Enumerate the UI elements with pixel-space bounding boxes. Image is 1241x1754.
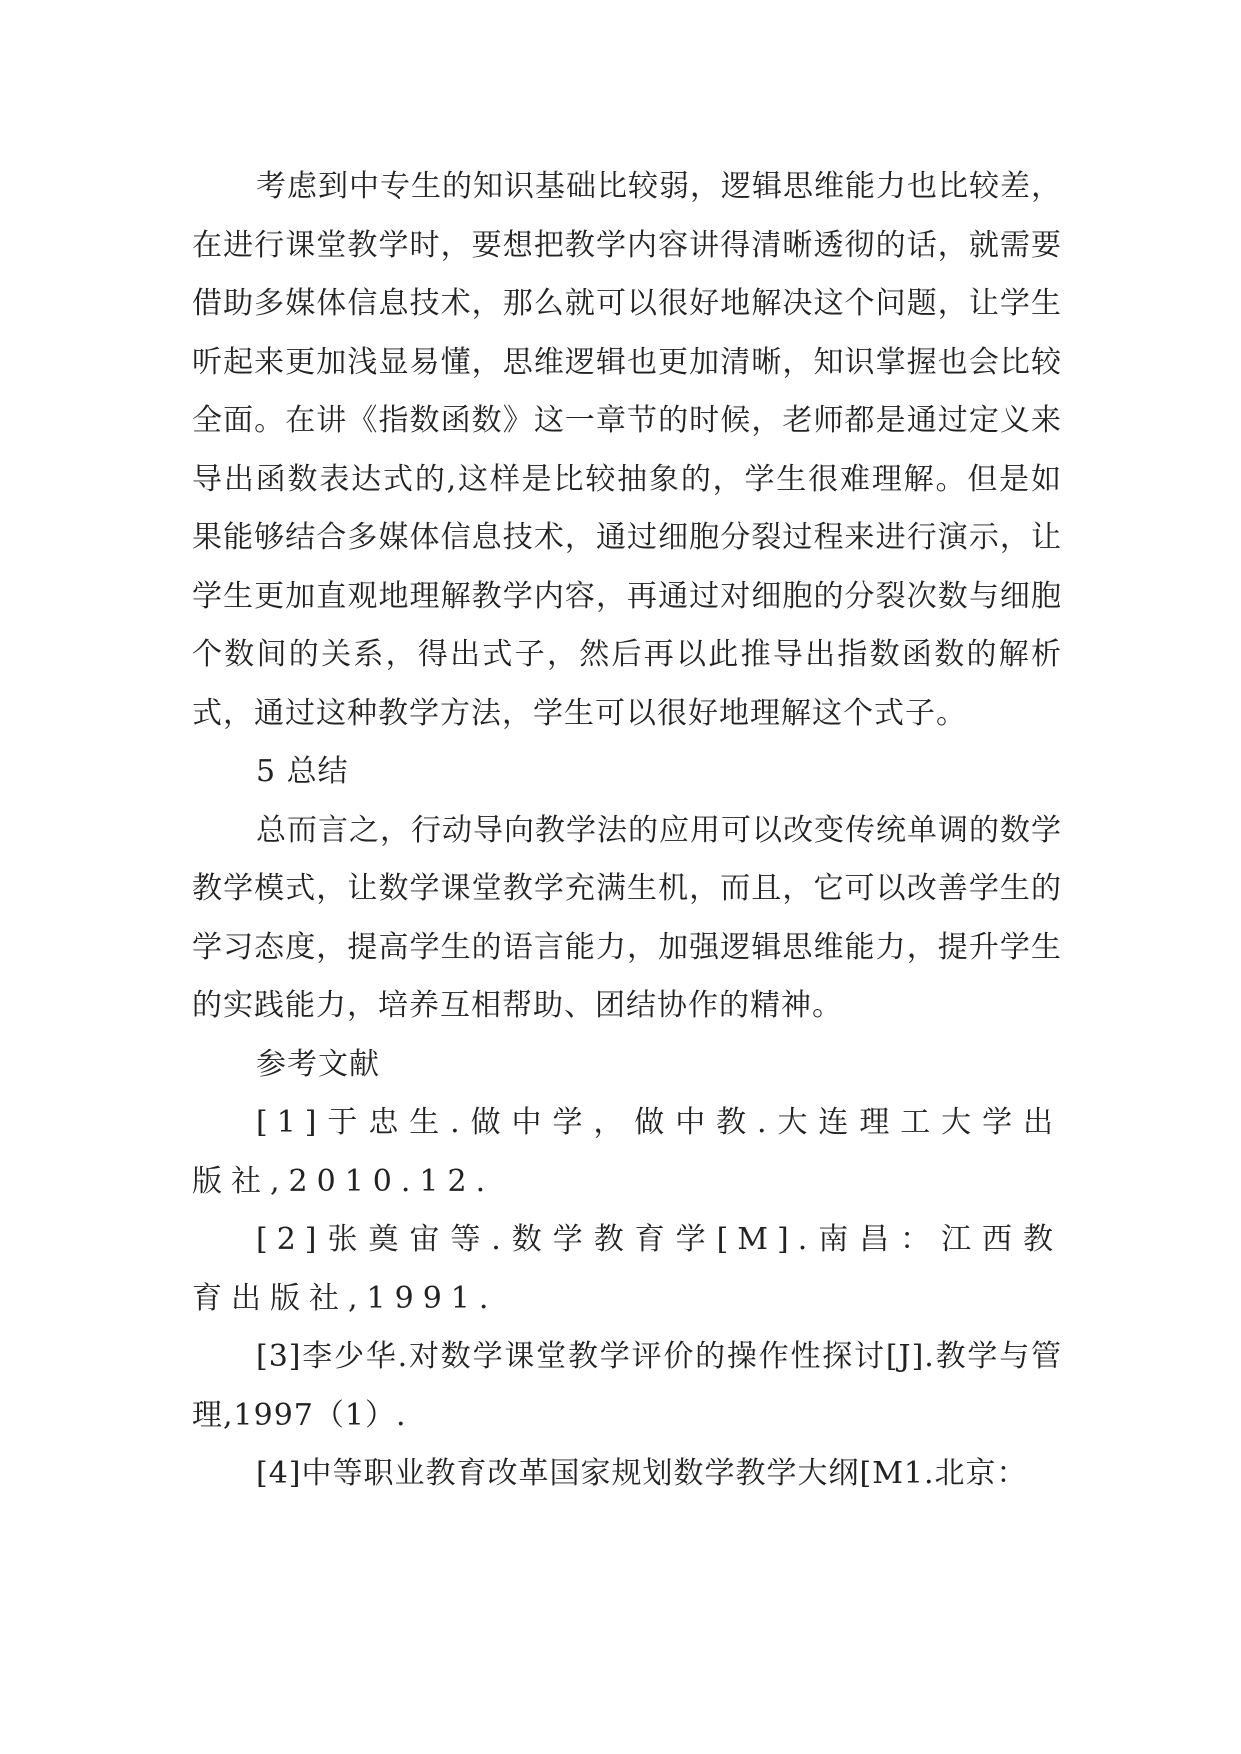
reference-item-2: [2]张奠宙等.数学教育学[M].南昌：江西教育出版社,1991. bbox=[192, 1222, 1062, 1316]
reference-item-3: [3]李少华.对数学课堂教学评价的操作性探讨[J].教学与管理,1997（1）. bbox=[192, 1339, 1062, 1433]
body-paragraph-multimedia: 考虑到中专生的知识基础比较弱，逻辑思维能力也比较差，在进行课堂教学时，要想把教学内容讲得清晰透彻的话，就需要借助多媒体信息技术，那么就可以很好地解决这个问题，让学生听起来更加浅显易懂，思维逻辑也更加清晰，知识掌握也会比较全面。在讲《指数函数》这一章节的时候，老师都是通过定义来导出函数表达式的,这样是比较抽象的，学生很难理解。但是如果能够结合多媒体信息技术，通过细胞分裂过程来进行演示，让学生更加直观地理解教学内容，再通过对细胞的分裂次数与细胞个数间的关系，得出式子，然后再以此推导出指数函数的解析式，通过这种教学方法，学生可以很好地理解这个式子。 bbox=[192, 169, 1062, 731]
references-heading: 参考文献 bbox=[256, 1046, 380, 1082]
reference-item-4: [4]中等职业教育改革国家规划数学教学大纲[M1.北京： bbox=[256, 1456, 1028, 1491]
body-paragraph-summary: 总而言之，行动导向教学法的应用可以改变传统单调的数学教学模式，让数学课堂教学充满生机，而且，它可以改善学生的学习态度，提高学生的语言能力，加强逻辑思维能力，提升学生的实践能力，培养互相帮助、团结协作的精神。 bbox=[192, 812, 1062, 1023]
section-heading-summary: 5 总结 bbox=[256, 754, 349, 789]
reference-item-1: [1]于忠生.做中学，做中教.大连理工大学出版社,2010.12. bbox=[192, 1105, 1062, 1199]
document-body bbox=[192, 158, 1062, 1504]
